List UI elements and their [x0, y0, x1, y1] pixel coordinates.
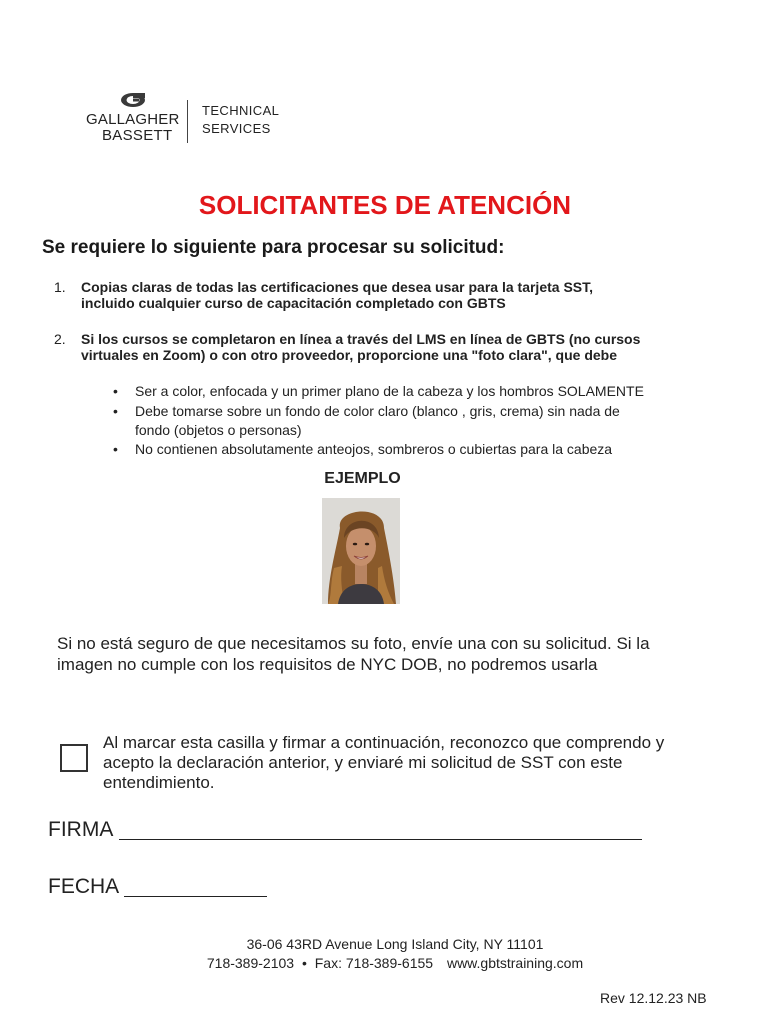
logo-divider	[187, 100, 188, 143]
note-line: imagen no cumple con los requisitos de NYC DOB, no podremos usarla	[57, 655, 598, 674]
item-text-line: virtuales en Zoom) o con otro proveedor, proporcione una "foto clara", que debe	[81, 347, 618, 363]
bullet-text: No contienen absolutamente anteojos, sombreros o cubiertas para la cabeza	[135, 441, 613, 457]
footer-fax: Fax: 718-389-6155	[314, 955, 434, 971]
acknowledgement-line: entendimiento.	[103, 773, 215, 792]
example-photo	[322, 498, 400, 604]
footer-website[interactable]: www.gbtstraining.com	[446, 955, 584, 971]
item-text-line: Copias claras de todas las certificaciones que desea usar para la tarjeta SST,	[81, 279, 594, 295]
date-field[interactable]	[124, 896, 267, 897]
item-text	[81, 331, 721, 363]
item-text	[81, 279, 721, 311]
item-number: 1.	[54, 279, 66, 295]
logo-text-bassett: BASSETT	[102, 127, 173, 144]
acknowledgement-line: acepto la declaración anterior, y enviaré mi solicitud de SST con este	[103, 753, 623, 772]
bullet-icon: •	[113, 403, 118, 419]
logo-text-technical: TECHNICAL	[202, 103, 280, 118]
bullet-text	[135, 402, 695, 440]
bullet-text-line: fondo (objetos o personas)	[135, 422, 302, 438]
footer-contact	[0, 955, 770, 971]
acknowledgement-checkbox[interactable]	[60, 744, 88, 772]
bullet-icon: •	[113, 441, 118, 457]
signature-field[interactable]	[119, 839, 642, 840]
bullet-text-line: Debe tomarse sobre un fondo de color claro (blanco , gris, crema) sin nada de	[135, 403, 620, 419]
page-title: SOLICITANTES DE ATENCIÓN	[198, 190, 572, 220]
acknowledgement-line: Al marcar esta casilla y firmar a continuación, reconozco que comprendo y	[103, 733, 665, 752]
photo-note	[57, 633, 707, 675]
footer-address: 36-06 43RD Avenue Long Island City, NY 11101	[246, 936, 544, 952]
revision-label: Rev 12.12.23 NB	[600, 990, 707, 1006]
logo-text-gallagher: GALLAGHER	[86, 111, 180, 128]
page-subtitle: Se requiere lo siguiente para procesar su solicitud:	[42, 237, 505, 258]
item-number: 2.	[54, 331, 66, 347]
note-line: Si no está seguro de que necesitamos su foto, envíe una con su solicitud. Si la	[57, 634, 650, 653]
footer-separator: •	[301, 955, 307, 971]
gallagher-g-logo-icon	[120, 92, 146, 108]
example-label: EJEMPLO	[324, 470, 401, 487]
item-text-line: Si los cursos se completaron en línea a través del LMS en línea de GBTS (no cursos	[81, 331, 641, 347]
logo-text-services: SERVICES	[202, 121, 271, 136]
signature-label: FIRMA	[48, 818, 114, 841]
bullet-icon: •	[113, 383, 118, 399]
acknowledgement-text	[103, 733, 713, 793]
item-text-line: incluido cualquier curso de capacitación completado con GBTS	[81, 295, 506, 311]
date-label: FECHA	[48, 875, 120, 898]
company-logo	[86, 92, 286, 148]
footer-phone: 718-389-2103	[206, 955, 295, 971]
bullet-text: Ser a color, enfocada y un primer plano de la cabeza y los hombros SOLAMENTE	[135, 383, 644, 399]
